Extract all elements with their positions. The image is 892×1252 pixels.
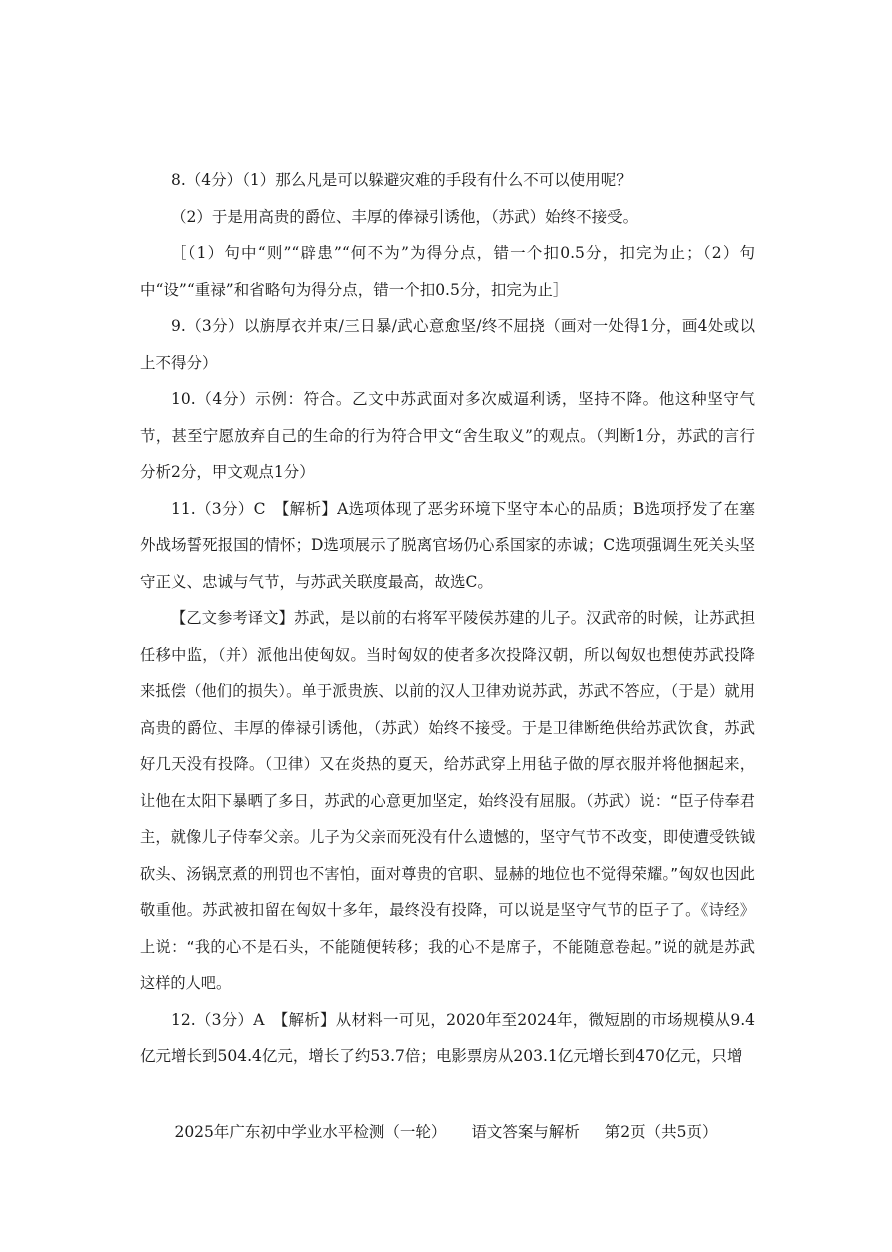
- q8-part2: （2）于是用高贵的爵位、丰厚的俸禄引诱他，（苏武）始终不接受。: [171, 207, 639, 226]
- q8-part1: 8.（4分）（1）那么凡是可以躲避灾难的手段有什么不可以使用呢？: [171, 171, 632, 189]
- page-footer: [0, 1120, 892, 1142]
- q9-answer: 9.（3分）以旃厚衣并束/三日暴/武心意愈坚/终不屈挠（画对一处得1分，画4处或以上不得分）: [140, 317, 755, 372]
- q10-answer: 10.（4分）示例：符合。乙文中苏武面对多次威逼利诱，坚持不降。他这种坚守气节，甚至宁愿放弃自己的生命的行为符合甲文“舍生取义”的观点。（判断1分，苏武的言行分析2分，甲文观点1分）: [140, 390, 755, 481]
- answer-content: [140, 162, 755, 1075]
- q12-answer: 12.（3分）A 【解析】从材料一可见，2020年至2024年，微短剧的市场规模从9.4亿元增长到504.4亿元，增长了约53.7倍；电影票房从203.1亿元增长到470亿元，只增: [140, 1010, 755, 1065]
- footer-page-number: 第2页（共5页）: [604, 1123, 718, 1141]
- footer-subject: 语文答案与解析: [471, 1123, 580, 1141]
- reference-translation: 【乙文参考译文】苏武，是以前的右将军平陵侯苏建的儿子。汉武帝的时候，让苏武担任移中监，（并）派他出使匈奴。当时匈奴的使者多次投降汉朝，所以匈奴也想使苏武投降来抵偿（他们的损失）。单于派贵族、以前的汉人卫律劝说苏武，苏武不答应，（于是）就用高贵的爵位、丰厚的俸禄引诱他，（苏武）始终不接受。于是卫律断绝供给苏武饮食，苏武好几天没有投降。（卫律）又在炎热的夏天，给苏武穿上用毡子做的厚衣服并将他捆起来，让他在太阳下暴晒了多日，苏武的心意更加坚定，始终没有屈服。（苏武）说：“臣子侍奉君主，就像儿子侍奉父亲。儿子为父亲而死没有什么遗憾的，坚守气节不改变，即使遭受铁钺砍头、汤锅烹煮的刑罚也不害怕，面对尊贵的官职、显赫的地位也不觉得荣耀。”匈奴也因此敬重他。苏武被扣留在匈奴十多年，最终没有投降，可以说是坚守气节的臣子了。《诗经》上说：“我的心不是石头，不能随便转移；我的心不是席子，不能随意卷起。”说的就是苏武这样的人吧。: [140, 609, 755, 992]
- q8-scoring: ［（1）句中“则”“辟患”“何不为”为得分点，错一个扣0.5分，扣完为止；（2）句中“设”“重禄”和省略句为得分点，错一个扣0.5分，扣完为止］: [140, 244, 755, 299]
- footer-exam-title: 2025年广东初中学业水平检测（一轮）: [174, 1123, 447, 1141]
- q11-answer: 11.（3分）C 【解析】A选项体现了恶劣环境下坚守本心的品质；B选项抒发了在塞外战场誓死报国的情怀；D选项展示了脱离官场仍心系国家的赤诚；C选项强调生死关头坚守正义、忠诚与气节，与苏武关联度最高，故选C。: [140, 499, 755, 591]
